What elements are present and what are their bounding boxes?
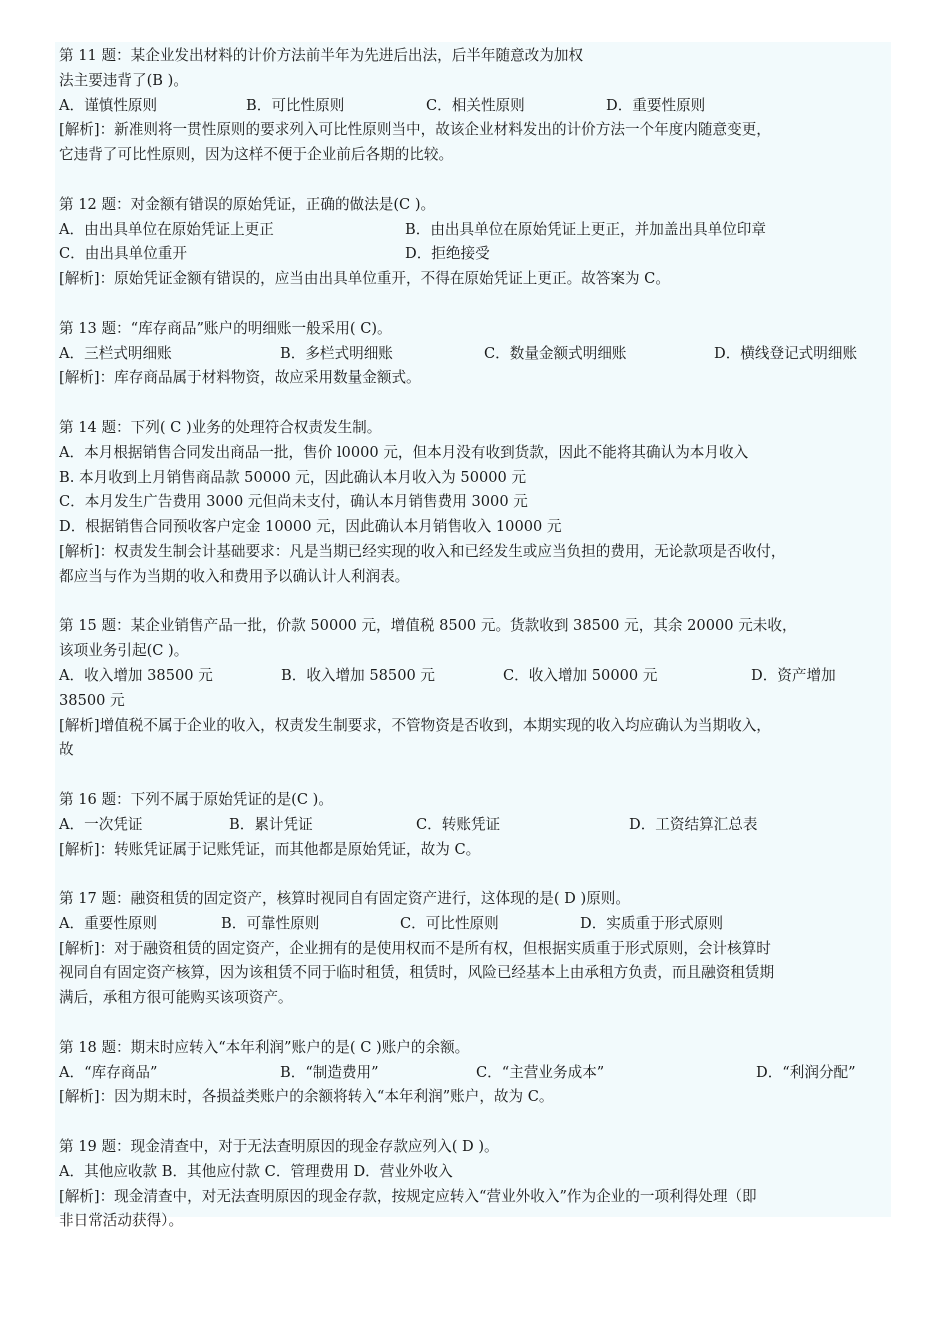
option-c: C．“主营业务成本” [476, 1063, 605, 1081]
analysis-text: [解析]：权责发生制会计基础要求：凡是当期已经实现的收入和已经发生或应当负担的费用，无论款项是否收付， [59, 542, 786, 560]
analysis-text: 满后，承租方很可能购买该项资产。 [59, 989, 293, 1007]
option-a: A．收入增加 38500 元 [59, 666, 213, 684]
option-d: D．根据销售合同预收客户定金 10000 元，因此确认本月销售收入 10000 元 [59, 518, 562, 536]
analysis-text: 它违背了可比性原则，因为这样不便于企业前后各期的比较。 [59, 146, 454, 164]
option-row: A．其他应收款 B．其他应付款 C．管理费用 D．营业外收入 [59, 1162, 453, 1180]
analysis-text: 非日常活动获得）。 [59, 1212, 184, 1230]
question-text: 第 14 题：下列( C )业务的处理符合权责发生制。 [59, 418, 382, 436]
option-a: A．重要性原则 [59, 914, 158, 932]
option-c: C．收入增加 50000 元 [503, 666, 658, 684]
question-16 [59, 788, 887, 862]
option-b: B．由出具单位在原始凭证上更正，并加盖出具单位印章 [405, 220, 766, 238]
question-text: 第 15 题：某企业销售产品一批，价款 50000 元，增值税 8500 元。货款收到 38500 元，其余 20000 元未收， [59, 617, 797, 635]
option-b: B. 本月收到上月销售商品款 50000 元，因此确认本月收入为 50000 元 [59, 468, 527, 486]
question-text: 第 16 题：下列不属于原始凭证的是(C )。 [59, 790, 333, 808]
option-d: D．“利润分配” [756, 1063, 856, 1081]
option-b: B．收入增加 58500 元 [281, 666, 435, 684]
question-19 [59, 1135, 887, 1234]
question-text: 第 19 题：现金清查中，对于无法查明原因的现金存款应列入( D )。 [59, 1138, 499, 1156]
question-18 [59, 1036, 887, 1110]
option-b: B．累计凭证 [229, 815, 313, 833]
question-text: 第 12 题：对金额有错误的原始凭证，正确的做法是(C )。 [59, 195, 436, 213]
analysis-text: [解析]：转账凭证属于记账凭证，而其他都是原始凭证，故为 C。 [59, 840, 481, 858]
analysis-text: [解析]增值税不属于企业的收入，权责发生制要求，不管物资是否收到，本期实现的收入均应确认为当期收入， [59, 716, 771, 734]
option-c: C．相关性原则 [426, 96, 525, 114]
option-c: C．转账凭证 [416, 815, 501, 833]
option-row [59, 912, 887, 937]
analysis-text: [解析]：现金清查中，对无法查明原因的现金存款，按规定应转入“营业外收入”作为企业的一项利得处理（即 [59, 1187, 757, 1205]
option-d: D．重要性原则 [606, 96, 706, 114]
analysis-text: [解析]：原始凭证金额有错误的，应当由出具单位重开，不得在原始凭证上更正。故答案为 C。 [59, 270, 670, 288]
option-row [59, 94, 887, 119]
option-row [59, 1061, 887, 1086]
question-text: 第 18 题：期末时应转入“本年利润”账户的是( C )账户的余额。 [59, 1038, 470, 1056]
question-11 [59, 44, 887, 168]
option-c: C．由出具单位重开 [59, 245, 187, 263]
option-row [59, 664, 887, 689]
option-row [59, 242, 887, 267]
option-a: A．一次凭证 [59, 815, 143, 833]
option-b: B．可比性原则 [246, 96, 345, 114]
option-d: D．实质重于形式原则 [580, 914, 724, 932]
option-d: D．资产增加 [751, 666, 836, 684]
analysis-text: [解析]：库存商品属于材料物资，故应采用数量金额式。 [59, 369, 421, 387]
option-a: A．“库存商品” [59, 1063, 158, 1081]
option-c: C．本月发生广告费用 3000 元但尚未支付，确认本月销售费用 3000 元 [59, 493, 528, 511]
question-15 [59, 614, 887, 763]
option-d-continued: 38500 元 [59, 691, 125, 709]
question-17 [59, 887, 887, 1011]
option-a: A．由出具单位在原始凭证上更正 [59, 220, 274, 238]
option-b: B．多栏式明细账 [280, 344, 393, 362]
option-c: C．可比性原则 [400, 914, 499, 932]
question-text: 该项业务引起(C )。 [59, 642, 189, 660]
question-12 [59, 193, 887, 292]
option-b: B．可靠性原则 [221, 914, 320, 932]
option-row [59, 813, 887, 838]
question-14 [59, 416, 887, 590]
option-a: A．本月根据销售合同发出商品一批，售价 l0000 元，但本月没有收到货款，因此不能将其确认为本月收入 [59, 443, 749, 461]
analysis-text: 都应当与作为当期的收入和费用予以确认计人利润表。 [59, 567, 410, 585]
option-row [59, 218, 887, 243]
analysis-text: 视同自有固定资产核算，因为该租赁不同于临时租赁，租赁时，风险已经基本上由承租方负责，而且融资租赁期 [59, 964, 775, 982]
question-13 [59, 317, 887, 391]
analysis-text: [解析]：因为期末时，各损益类账户的余额将转入“本年利润”账户，故为 C。 [59, 1088, 554, 1106]
analysis-text: [解析]：新准则将一贯性原则的要求列入可比性原则当中，故该企业材料发出的计价方法一个年度内随意变更， [59, 121, 771, 139]
option-d: D．拒绝接受 [405, 245, 490, 263]
option-d: D．横线登记式明细账 [714, 344, 858, 362]
option-b: B．“制造费用” [280, 1063, 379, 1081]
analysis-text: [解析]：对于融资租赁的固定资产，企业拥有的是使用权而不是所有权，但根据实质重于形式原则，会计核算时 [59, 939, 771, 957]
option-a: A．三栏式明细账 [59, 344, 172, 362]
question-text: 第 17 题：融资租赁的固定资产，核算时视同自有固定资产进行，这体现的是( D )原则。 [59, 890, 630, 908]
analysis-text: 故 [59, 741, 74, 759]
option-c: C．数量金额式明细账 [484, 344, 627, 362]
option-a: A．谨慎性原则 [59, 96, 158, 114]
question-text: 第 13 题：“库存商品”账户的明细账一般采用( C)。 [59, 319, 392, 337]
option-d: D．工资结算汇总表 [629, 815, 758, 833]
question-document [55, 42, 891, 1230]
question-text: 法主要违背了(B )。 [59, 71, 188, 89]
question-text: 第 11 题：某企业发出材料的计价方法前半年为先进后出法，后半年随意改为加权 [59, 47, 584, 64]
option-row [59, 342, 887, 367]
